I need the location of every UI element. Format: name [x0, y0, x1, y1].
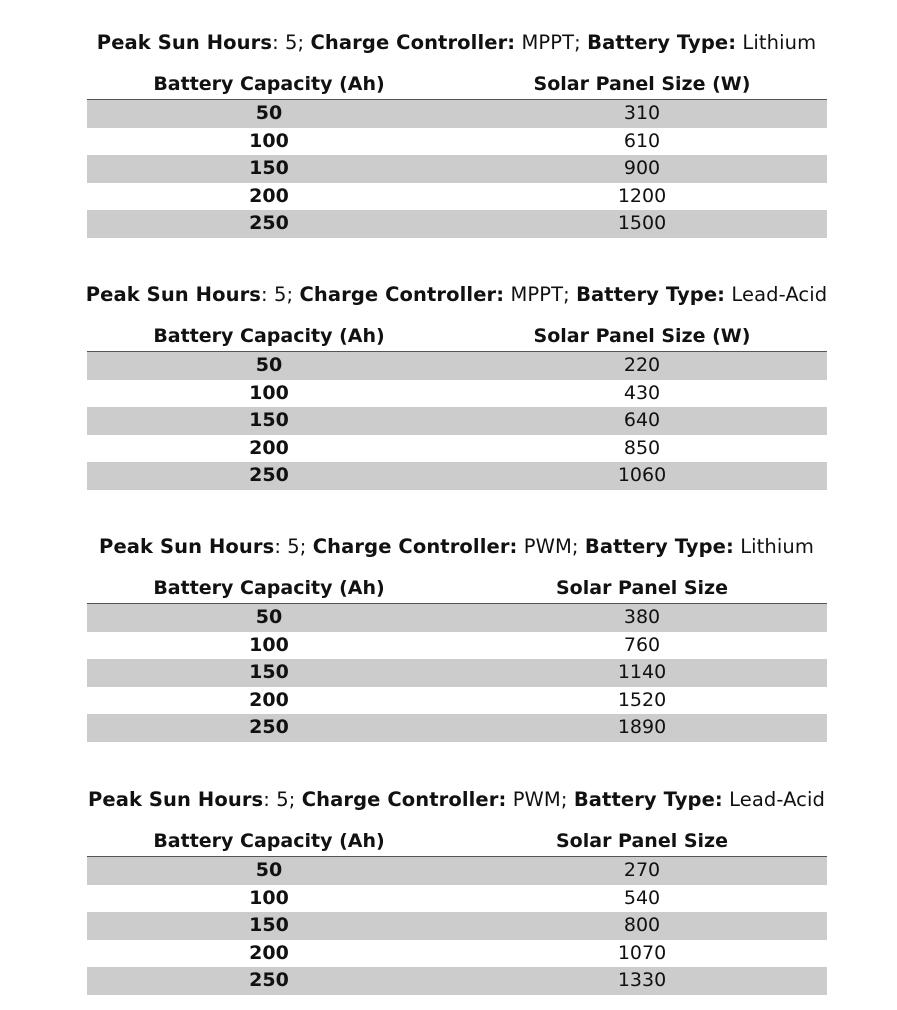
peak-sun-hours-value: : 5; — [263, 788, 302, 811]
table-row — [87, 128, 827, 156]
table-heading — [0, 785, 897, 815]
capacity-cell: 250 — [87, 967, 457, 995]
panel-size-cell: 310 — [457, 100, 827, 128]
peak-sun-hours-value: : 5; — [272, 31, 311, 54]
charge-controller-label: Charge Controller: — [310, 31, 516, 54]
capacity-cell: 150 — [87, 407, 457, 435]
table-row — [87, 885, 827, 913]
table-row — [87, 967, 827, 995]
battery-type-label: Battery Type: — [584, 535, 734, 558]
battery-type-label: Battery Type: — [576, 283, 726, 306]
capacity-cell: 50 — [87, 352, 457, 380]
peak-sun-hours-label: Peak Sun Hours — [96, 31, 273, 54]
table-header-row — [87, 827, 827, 857]
battery-type-value: Lead-Acid — [725, 283, 828, 306]
table-row — [87, 380, 827, 408]
table-heading — [0, 28, 897, 58]
charge-controller-value: PWM; — [517, 535, 585, 558]
data-table — [87, 70, 827, 238]
table-row — [87, 687, 827, 715]
panel-size-cell: 380 — [457, 604, 827, 632]
charge-controller-label: Charge Controller: — [301, 788, 507, 811]
peak-sun-hours-label: Peak Sun Hours — [85, 283, 262, 306]
capacity-cell: 200 — [87, 687, 457, 715]
data-table — [87, 827, 827, 995]
battery-type-value: Lithium — [733, 535, 814, 558]
capacity-cell: 50 — [87, 857, 457, 885]
table-row — [87, 604, 827, 632]
panel-size-cell: 1500 — [457, 210, 827, 238]
capacity-cell: 50 — [87, 100, 457, 128]
column-header-panel-size: Solar Panel Size — [457, 574, 827, 604]
table-row — [87, 912, 827, 940]
column-header-capacity: Battery Capacity (Ah) — [87, 70, 457, 100]
table-header-row — [87, 574, 827, 604]
charge-controller-label: Charge Controller: — [312, 535, 518, 558]
charge-controller-value: MPPT; — [504, 283, 577, 306]
capacity-cell: 250 — [87, 714, 457, 742]
table-row — [87, 659, 827, 687]
capacity-cell: 200 — [87, 183, 457, 211]
capacity-cell: 100 — [87, 380, 457, 408]
table-heading — [0, 532, 897, 562]
capacity-cell: 150 — [87, 912, 457, 940]
peak-sun-hours-label: Peak Sun Hours — [99, 535, 275, 558]
table-row — [87, 100, 827, 128]
battery-type-value: Lithium — [736, 31, 817, 54]
panel-size-cell: 220 — [457, 352, 827, 380]
panel-size-cell: 540 — [457, 885, 827, 913]
table-row — [87, 155, 827, 183]
capacity-cell: 250 — [87, 462, 457, 490]
panel-size-cell: 1890 — [457, 714, 827, 742]
panel-size-cell: 760 — [457, 632, 827, 660]
charge-controller-value: MPPT; — [515, 31, 588, 54]
panel-size-cell: 610 — [457, 128, 827, 156]
capacity-cell: 100 — [87, 632, 457, 660]
data-table — [87, 574, 827, 742]
column-header-panel-size: Solar Panel Size (W) — [457, 322, 827, 352]
panel-size-cell: 850 — [457, 435, 827, 463]
panel-size-cell: 430 — [457, 380, 827, 408]
panel-size-cell: 1070 — [457, 940, 827, 968]
peak-sun-hours-label: Peak Sun Hours — [87, 788, 264, 811]
table-heading — [0, 280, 897, 310]
table-header-row — [87, 70, 827, 100]
panel-size-cell: 640 — [457, 407, 827, 435]
capacity-cell: 200 — [87, 940, 457, 968]
charge-controller-label: Charge Controller: — [299, 283, 505, 306]
battery-type-label: Battery Type: — [587, 31, 737, 54]
data-table — [87, 322, 827, 490]
table-row — [87, 940, 827, 968]
column-header-capacity: Battery Capacity (Ah) — [87, 322, 457, 352]
table-header-row — [87, 322, 827, 352]
battery-type-label: Battery Type: — [573, 788, 723, 811]
column-header-panel-size: Solar Panel Size — [457, 827, 827, 857]
table-row — [87, 632, 827, 660]
column-header-panel-size: Solar Panel Size (W) — [457, 70, 827, 100]
column-header-capacity: Battery Capacity (Ah) — [87, 574, 457, 604]
capacity-cell: 200 — [87, 435, 457, 463]
capacity-cell: 100 — [87, 885, 457, 913]
capacity-cell: 250 — [87, 210, 457, 238]
table-row — [87, 210, 827, 238]
charge-controller-value: PWM; — [506, 788, 574, 811]
capacity-cell: 150 — [87, 659, 457, 687]
peak-sun-hours-value: : 5; — [261, 283, 300, 306]
capacity-cell: 50 — [87, 604, 457, 632]
capacity-cell: 100 — [87, 128, 457, 156]
panel-size-cell: 1060 — [457, 462, 827, 490]
panel-size-cell: 1200 — [457, 183, 827, 211]
table-row — [87, 435, 827, 463]
table-row — [87, 462, 827, 490]
table-row — [87, 352, 827, 380]
table-row — [87, 183, 827, 211]
panel-size-cell: 270 — [457, 857, 827, 885]
column-header-capacity: Battery Capacity (Ah) — [87, 827, 457, 857]
panel-size-cell: 1330 — [457, 967, 827, 995]
battery-type-value: Lead-Acid — [722, 788, 825, 811]
capacity-cell: 150 — [87, 155, 457, 183]
peak-sun-hours-value: : 5; — [274, 535, 313, 558]
table-row — [87, 714, 827, 742]
panel-size-cell: 1520 — [457, 687, 827, 715]
panel-size-cell: 800 — [457, 912, 827, 940]
panel-size-cell: 900 — [457, 155, 827, 183]
table-row — [87, 407, 827, 435]
table-row — [87, 857, 827, 885]
panel-size-cell: 1140 — [457, 659, 827, 687]
